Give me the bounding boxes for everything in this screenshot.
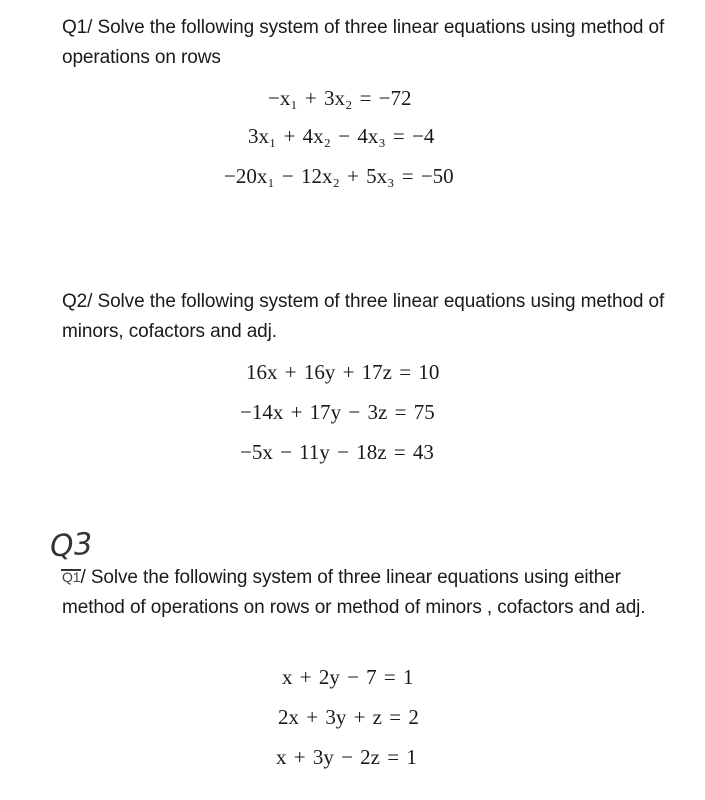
handwritten-q3-label: Q3 xyxy=(48,526,94,565)
q1-equation-1: −x₁ + 3x₂ = −72 xyxy=(268,86,412,110)
q2-equation-3: −5x − 11y − 18z = 43 xyxy=(240,440,434,464)
q1-equation-2: 3x₁ + 4x₂ − 4x₃ = −4 xyxy=(248,124,435,148)
q3-equation-3: x + 3y − 2z = 1 xyxy=(276,745,417,769)
q1-prompt: Q1/ Solve the following system of three linear equations using method of operations on rows xyxy=(62,17,665,68)
q3-prompt-text: / Solve the following system of three linear equations using either method of operations on rows or method of minors , cofactors and adj. xyxy=(62,567,646,618)
q3-prompt xyxy=(62,562,682,623)
q1-equation-3: −20x₁ − 12x₂ + 5x₃ = −50 xyxy=(224,164,454,188)
q3-equation-2: 2x + 3y + z = 2 xyxy=(278,705,419,729)
q2-equation-1: 16x + 16y + 17z = 10 xyxy=(246,360,440,384)
q3-equation-1: x + 2y − 7 = 1 xyxy=(282,665,414,689)
q2-prompt: Q2/ Solve the following system of three linear equations using method of minors, cofactors and adj. xyxy=(62,291,665,342)
struck-out-label: Q1 xyxy=(62,569,81,585)
strike-line xyxy=(61,569,81,571)
q2-equation-2: −14x + 17y − 3z = 75 xyxy=(240,400,435,424)
